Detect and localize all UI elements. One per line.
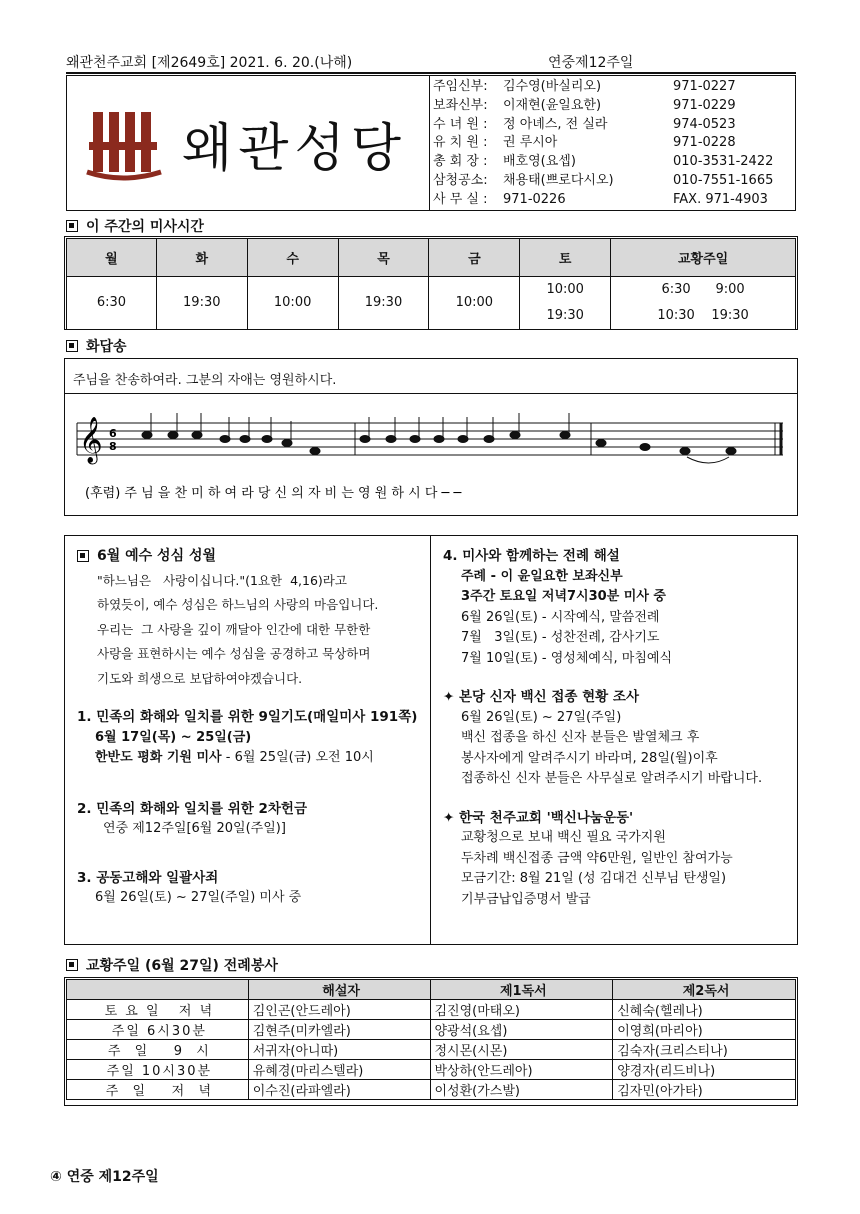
parish-info-box xyxy=(66,75,796,211)
star-bullet-icon: ✦ xyxy=(443,809,460,826)
text-line: 두차례 백신접종 금액 약6만원, 일반인 참여가능 xyxy=(461,850,733,866)
notice-item-4-schedule xyxy=(443,608,795,670)
staff-phone: 971-0229 xyxy=(673,97,736,113)
staff-name: 권 루시아 xyxy=(503,135,558,151)
svg-text:8: 8 xyxy=(109,440,117,453)
text-line: 교황청으로 보내 백신 필요 국가지원 xyxy=(461,830,666,845)
mass-time-cell xyxy=(429,277,520,330)
vaccine-share-title: ✦ 한국 천주교회 '백신나눔운동' xyxy=(443,809,634,826)
service-volunteer: 박상하(안드레아) xyxy=(430,1060,613,1080)
notices-left-column xyxy=(77,546,423,909)
mass-time: 10:30 19:30 xyxy=(657,308,749,323)
section-bullet-icon xyxy=(66,220,78,232)
mass-time: 10:00 xyxy=(546,282,584,297)
staff-row xyxy=(433,78,793,97)
bulletin-issue: 왜관천주교회 [제2649호] 2021. 6. 20.(나해) xyxy=(66,55,353,71)
mass-time: 19:30 xyxy=(546,308,584,323)
staff-name: 채용태(쁘로다시오) xyxy=(503,172,614,188)
service-volunteer: 이성환(가스발) xyxy=(430,1080,613,1100)
notice-item-3-text: 6월 26일(토) ~ 27일(주일) 미사 중 xyxy=(95,890,302,905)
text-line: 우리는 그 사랑을 깊이 깨달아 인간에 대한 무한한 xyxy=(97,621,371,637)
page-footer: ④ 연중 제12주일 xyxy=(50,1169,159,1185)
parish-logo-area xyxy=(67,76,429,210)
heart-month-heading: 6월 예수 성심 성월 xyxy=(77,546,423,567)
staff-directory xyxy=(433,78,793,210)
section-bullet-icon xyxy=(66,959,78,971)
mass-title-text: 이 주간의 미사시간 xyxy=(86,219,204,235)
text-line: 백신 접종을 하신 신자 분들은 발열체크 후 xyxy=(461,730,700,745)
service-column-header: 제1독서 xyxy=(430,980,613,1000)
text-line: 기도와 희생으로 보답하여야겠습니다. xyxy=(97,670,303,686)
mass-time: 10:00 xyxy=(273,295,312,310)
service-volunteer: 김자민(아가타) xyxy=(613,1080,796,1100)
mass-times-table xyxy=(66,238,796,330)
text-line: 6월 26일(토) - 시작예식, 말씀전례 xyxy=(461,609,660,625)
text-line: 하였듯이, 예수 성심은 하느님의 사랑의 마음입니다. xyxy=(97,597,379,612)
notice-item-1-title: 1. 민족의 화해와 일치를 위한 9일기도(매일미사 191쪽) xyxy=(77,709,418,725)
text-line: 주례 - 이 윤일요한 보좌신부 xyxy=(461,568,623,584)
mass-day-header: 화 xyxy=(156,239,247,277)
notice-item-1-mass: 한반도 평화 기원 미사 - 6월 25일(금) 오전 10시 xyxy=(95,750,374,765)
service-time-label: 주 일 저 녁 xyxy=(67,1080,249,1100)
staff-name: 김수영(바실리오) xyxy=(503,79,602,94)
notice-item-4-celebrant xyxy=(443,567,795,608)
service-volunteer: 이수진(라파엘라) xyxy=(248,1080,430,1100)
service-volunteer: 김숙자(크리스티나) xyxy=(613,1040,796,1060)
service-volunteer: 김진영(마태오) xyxy=(430,1000,613,1020)
psalm-refrain: 주님을 찬송하여라. 그분의 자애는 영원하시다. xyxy=(73,373,337,388)
text-line: 7월 3일(토) - 성찬전례, 감사기도 xyxy=(461,630,660,645)
service-volunteer: 신혜숙(헬레나) xyxy=(613,1000,796,1020)
staff-role: 유 치 원 : xyxy=(433,135,488,151)
service-column-header: 제2독서 xyxy=(613,980,796,1000)
service-volunteer: 유혜경(마리스텔라) xyxy=(248,1060,430,1080)
service-column-header xyxy=(67,980,249,1000)
psalm-box xyxy=(64,358,798,516)
staff-name: 정 아녜스, 전 실라 xyxy=(503,116,608,132)
text-line: 기부금납입증명서 발급 xyxy=(461,891,591,907)
service-time-label: 토 요 일 저 녁 xyxy=(67,1000,249,1020)
staff-phone: FAX. 971-4903 xyxy=(673,191,768,207)
text-line: 봉사자에게 알려주시기 바라며, 28일(월)이후 xyxy=(461,750,718,766)
service-section-title xyxy=(66,955,278,975)
staff-row xyxy=(433,153,793,172)
staff-role: 수 녀 원 : xyxy=(433,116,488,132)
service-column-header: 해설자 xyxy=(248,980,430,1000)
mass-day-header: 금 xyxy=(429,239,520,277)
mass-time-cell xyxy=(156,277,247,330)
service-volunteer: 김인곤(안드레아) xyxy=(248,1000,430,1020)
mass-time: 6:30 xyxy=(96,295,127,310)
svg-text:6: 6 xyxy=(109,427,117,440)
staff-name: 이재현(윤일요한) xyxy=(503,97,602,113)
staff-phone: 971-0227 xyxy=(673,79,736,94)
mass-day-header: 수 xyxy=(247,239,338,277)
service-roster-table xyxy=(66,979,796,1100)
notices-box xyxy=(64,535,798,945)
mass-day-header: 목 xyxy=(338,239,429,277)
text-line: 7월 10일(토) - 영성체예식, 마침예식 xyxy=(461,650,673,666)
service-volunteer: 서귀자(아니따) xyxy=(248,1040,430,1060)
table-row xyxy=(67,1080,796,1100)
staff-row xyxy=(433,134,793,153)
staff-row xyxy=(433,172,793,191)
staff-phone: 974-0523 xyxy=(673,116,736,132)
mass-time-cell xyxy=(67,277,157,330)
service-volunteer: 김현주(미카엘라) xyxy=(248,1020,430,1040)
psalm-lyrics: (후렴) 주 님 을 찬 미 하 여 라 당 신 의 자 비 는 영 원 하 시 다 ─ ─ xyxy=(85,486,462,501)
vaccine-survey-title: ✦ 본당 신자 백신 접종 현황 조사 xyxy=(443,689,640,705)
notice-item-2-title: 2. 민족의 화해와 일치를 위한 2차헌금 xyxy=(77,800,307,817)
text-line: 3주간 토요일 저녁7시30분 미사 중 xyxy=(461,589,666,604)
staff-name: 배호영(요셉) xyxy=(503,154,576,170)
mass-time-cell xyxy=(611,277,796,330)
mass-day-header: 교황주일 xyxy=(611,239,796,277)
text-line: 모금기간: 8월 21일 (성 김대건 신부님 탄생일) xyxy=(461,871,727,886)
star-bullet-icon: ✦ xyxy=(443,689,460,705)
service-time-label: 주 일 9 시 xyxy=(67,1040,249,1060)
parish-name: 왜관성당 xyxy=(182,119,407,179)
mass-time-cell xyxy=(338,277,429,330)
psalm-section-title xyxy=(66,336,127,356)
notices-divider xyxy=(430,536,431,944)
section-bullet-icon xyxy=(66,340,78,352)
text-line: 접종하신 신자 분들은 사무실로 알려주시기 바랍니다. xyxy=(461,771,763,786)
mass-time-cell xyxy=(520,277,611,330)
service-volunteer: 정시몬(시몬) xyxy=(430,1040,613,1060)
table-row xyxy=(67,1040,796,1060)
service-time-label: 주일 6시30분 xyxy=(67,1020,249,1040)
vaccine-share-text xyxy=(443,828,795,910)
info-divider xyxy=(429,76,430,210)
staff-row xyxy=(433,191,793,210)
psalm-separator xyxy=(65,393,797,394)
notices-right-column xyxy=(443,546,795,910)
staff-role: 삼청공소: xyxy=(433,172,488,188)
mass-time: 6:30 9:00 xyxy=(661,282,745,297)
section-bullet-icon xyxy=(77,550,89,562)
service-volunteer: 양경자(리드비나) xyxy=(613,1060,796,1080)
music-staff-score xyxy=(65,395,797,505)
service-title-text: 교황주일 (6월 27일) 전례봉사 xyxy=(86,958,278,974)
table-row xyxy=(67,1020,796,1040)
text-line: "하느님은 사랑이십니다."(1요한 4,16)라고 xyxy=(97,572,347,588)
mass-time-cell xyxy=(247,277,338,330)
staff-row xyxy=(433,116,793,135)
mass-day-header: 토 xyxy=(520,239,611,277)
table-row xyxy=(67,1000,796,1020)
table-row xyxy=(67,1060,796,1080)
mass-day-header: 월 xyxy=(67,239,157,277)
staff-role: 총 회 장 : xyxy=(433,154,488,170)
mass-time: 19:30 xyxy=(364,295,403,310)
staff-phone: 010-7551-1665 xyxy=(673,172,774,188)
staff-phone: 010-3531-2422 xyxy=(673,154,774,170)
notice-item-1-date: 6월 17일(목) ~ 25일(금) xyxy=(95,729,252,745)
mass-time: 10:00 xyxy=(455,295,494,310)
mass-time: 19:30 xyxy=(183,295,221,310)
staff-phone: 971-0228 xyxy=(673,135,736,151)
notice-item-2-text: 연중 제12주일[6월 20일(주일)] xyxy=(103,821,286,836)
text-line: 6월 26일(토) ~ 27일(주일) xyxy=(461,709,622,725)
heart-month-text xyxy=(77,569,423,692)
mass-section-title xyxy=(66,216,204,236)
service-time-label: 주일 10시30분 xyxy=(67,1060,249,1080)
staff-role: 보좌신부: xyxy=(433,97,488,113)
service-volunteer: 양광석(요셉) xyxy=(430,1020,613,1040)
staff-role: 사 무 실 : xyxy=(433,191,488,207)
treble-clef-icon: 𝄞 xyxy=(79,417,103,463)
service-volunteer: 이영희(마리아) xyxy=(613,1020,796,1040)
vaccine-survey-text xyxy=(443,708,795,790)
staff-role: 주임신부: xyxy=(433,79,488,94)
header-rule xyxy=(66,72,796,74)
notice-item-4-title: 4. 미사와 함께하는 전례 해설 xyxy=(443,548,620,564)
liturgical-sunday: 연중제12주일 xyxy=(548,55,634,71)
text-line: 사랑을 표현하시는 예수 성심을 공경하고 묵상하며 xyxy=(97,646,371,661)
psalm-title-text: 화답송 xyxy=(86,339,127,355)
staff-name: 971-0226 xyxy=(503,191,566,207)
parish-logo-icon xyxy=(85,104,165,184)
staff-row xyxy=(433,97,793,116)
notice-item-3-title: 3. 공동고해와 일괄사죄 xyxy=(77,869,219,886)
